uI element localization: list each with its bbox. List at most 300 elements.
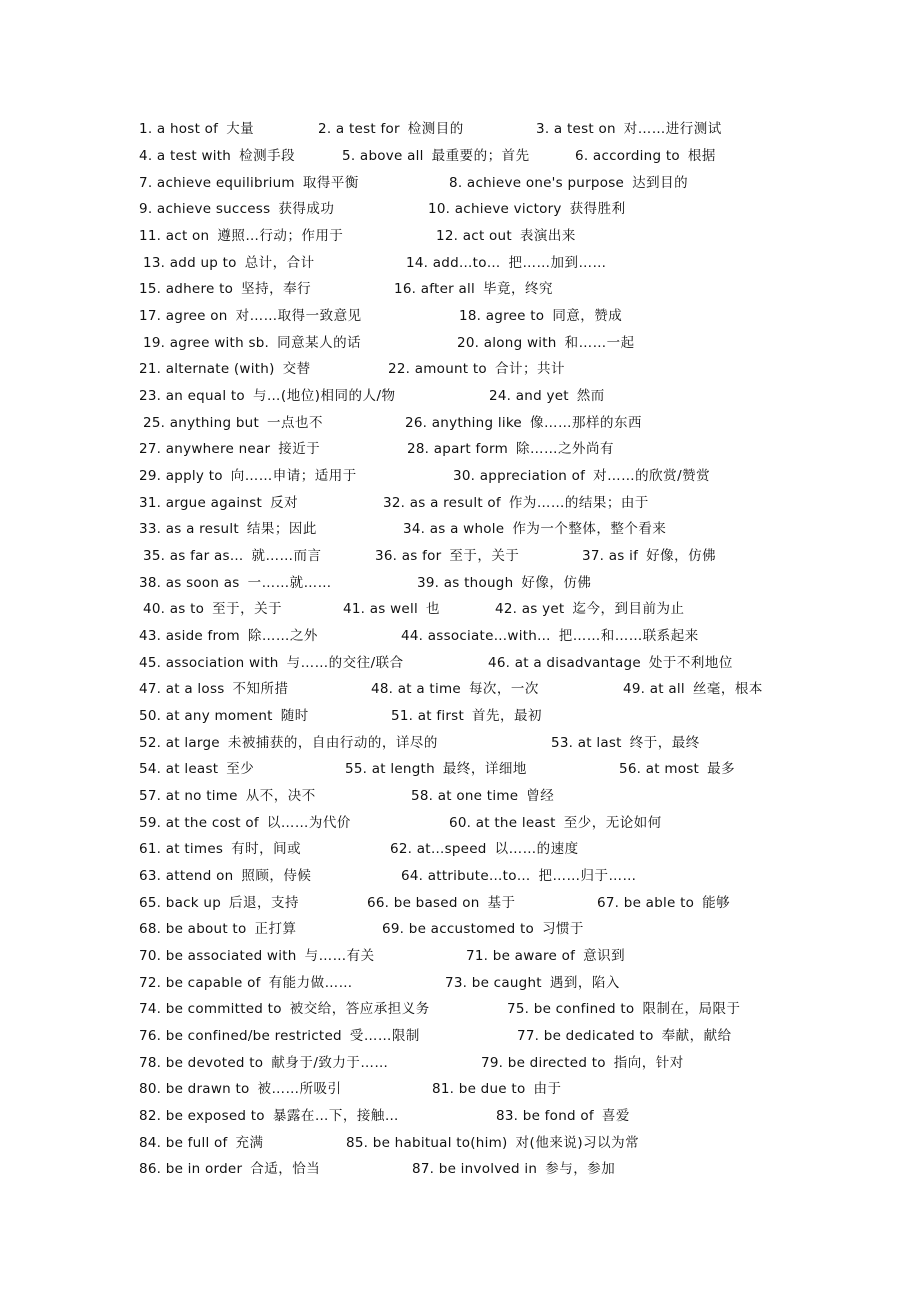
text-line xyxy=(0,493,920,513)
phrase-entry xyxy=(139,679,289,699)
chinese-meaning: 不知所措 xyxy=(232,681,289,697)
english-phrase: 39. as though xyxy=(417,575,514,591)
chinese-meaning: 至少，无论如何 xyxy=(563,815,662,831)
text-line xyxy=(0,439,920,459)
text-line xyxy=(0,359,920,379)
english-phrase: 67. be able to xyxy=(597,895,695,911)
phrase-entry xyxy=(449,173,688,193)
chinese-meaning: 处于不利地位 xyxy=(648,655,733,671)
english-phrase: 22. amount to xyxy=(388,361,487,377)
phrase-entry xyxy=(139,1106,399,1126)
phrase-entry xyxy=(143,546,322,566)
text-line xyxy=(0,866,920,886)
phrase-entry xyxy=(139,946,375,966)
english-phrase: 51. at first xyxy=(391,708,464,724)
chinese-meaning: 也 xyxy=(425,601,440,617)
english-phrase: 49. at all xyxy=(623,681,685,697)
text-line xyxy=(0,279,920,299)
chinese-meaning: 根据 xyxy=(687,148,716,164)
english-phrase: 24. and yet xyxy=(489,388,569,404)
chinese-meaning: 参与，参加 xyxy=(545,1161,616,1177)
chinese-meaning: 反对 xyxy=(270,495,299,511)
phrase-entry xyxy=(139,893,299,913)
chinese-meaning: 充满 xyxy=(235,1135,264,1151)
text-line xyxy=(0,759,920,779)
chinese-meaning: 至于，关于 xyxy=(449,548,520,564)
phrase-entry xyxy=(346,1133,639,1153)
english-phrase: 18. agree to xyxy=(459,308,545,324)
chinese-meaning: 坚持，奉行 xyxy=(241,281,312,297)
english-phrase: 5. above all xyxy=(342,148,424,164)
english-phrase: 25. anything but xyxy=(143,415,260,431)
phrase-entry xyxy=(139,973,353,993)
phrase-entry xyxy=(342,146,530,166)
text-line xyxy=(0,573,920,593)
chinese-meaning: 对……进行测试 xyxy=(623,121,722,137)
phrase-entry xyxy=(139,733,438,753)
phrase-entry xyxy=(139,1053,388,1073)
chinese-meaning: 把……归于…… xyxy=(538,868,637,884)
phrase-entry xyxy=(139,199,334,219)
phrase-entry xyxy=(139,439,320,459)
english-phrase: 1. a host of xyxy=(139,121,219,137)
text-line xyxy=(0,546,920,566)
phrase-entry xyxy=(139,919,296,939)
english-phrase: 56. at most xyxy=(619,761,700,777)
chinese-meaning: 把……和……联系起来 xyxy=(558,628,699,644)
phrase-entry xyxy=(407,439,614,459)
chinese-meaning: 结果；因此 xyxy=(246,521,317,537)
phrase-entry xyxy=(139,146,295,166)
chinese-meaning: 作为……的结果；由于 xyxy=(508,495,649,511)
text-line xyxy=(0,893,920,913)
phrase-entry xyxy=(139,759,254,779)
phrase-entry xyxy=(575,146,716,166)
phrase-entry xyxy=(139,999,430,1019)
english-phrase: 61. at times xyxy=(139,841,224,857)
chinese-meaning: 一……就…… xyxy=(247,575,332,591)
text-line xyxy=(0,599,920,619)
english-phrase: 15. adhere to xyxy=(139,281,234,297)
text-line xyxy=(0,786,920,806)
english-phrase: 9. achieve success xyxy=(139,201,271,217)
phrase-entry xyxy=(623,679,763,699)
phrase-entry xyxy=(139,386,396,406)
phrase-entry xyxy=(375,546,519,566)
chinese-meaning: 意识到 xyxy=(583,948,626,964)
english-phrase: 47. at a loss xyxy=(139,681,225,697)
phrase-entry xyxy=(143,599,282,619)
phrase-entry xyxy=(428,199,626,219)
phrase-entry xyxy=(139,573,332,593)
chinese-meaning: 作为一个整体，整个看来 xyxy=(512,521,667,537)
phrase-entry xyxy=(495,599,684,619)
chinese-meaning: 以……的速度 xyxy=(494,841,579,857)
phrase-entry xyxy=(597,893,730,913)
english-phrase: 77. be dedicated to xyxy=(517,1028,654,1044)
chinese-meaning: 被交给，答应承担义务 xyxy=(289,1001,430,1017)
text-line xyxy=(0,813,920,833)
text-line xyxy=(0,253,920,273)
text-line xyxy=(0,1159,920,1179)
chinese-meaning: 遇到，陷入 xyxy=(549,975,620,991)
chinese-meaning: 与……有关 xyxy=(304,948,375,964)
phrase-entry xyxy=(139,706,309,726)
phrase-entry xyxy=(143,253,315,273)
chinese-meaning: 最多 xyxy=(707,761,736,777)
phrase-entry xyxy=(139,839,301,859)
phrase-entry xyxy=(139,653,404,673)
chinese-meaning: 从不，决不 xyxy=(245,788,316,804)
phrase-entry xyxy=(582,546,716,566)
chinese-meaning: 获得成功 xyxy=(278,201,335,217)
chinese-meaning: 对……取得一致意见 xyxy=(235,308,362,324)
english-phrase: 66. be based on xyxy=(367,895,480,911)
chinese-meaning: 获得胜利 xyxy=(569,201,626,217)
text-line xyxy=(0,1079,920,1099)
phrase-entry xyxy=(412,1159,615,1179)
english-phrase: 23. an equal to xyxy=(139,388,245,404)
phrase-entry xyxy=(371,679,539,699)
english-phrase: 86. be in order xyxy=(139,1161,243,1177)
chinese-meaning: 首先，最初 xyxy=(472,708,542,724)
chinese-meaning: 限制在，局限于 xyxy=(642,1001,741,1017)
chinese-meaning: 由于 xyxy=(533,1081,562,1097)
english-phrase: 79. be directed to xyxy=(481,1055,606,1071)
english-phrase: 2. a test for xyxy=(318,121,400,137)
phrase-entry xyxy=(536,119,722,139)
chinese-meaning: 有能力做…… xyxy=(268,975,353,991)
chinese-meaning: 检测目的 xyxy=(407,121,464,137)
chinese-meaning: 照顾，侍候 xyxy=(241,868,312,884)
phrase-entry xyxy=(488,653,733,673)
text-line xyxy=(0,919,920,939)
text-line xyxy=(0,386,920,406)
english-phrase: 55. at length xyxy=(345,761,435,777)
chinese-meaning: 除……之外 xyxy=(247,628,318,644)
english-phrase: 28. apart form xyxy=(407,441,508,457)
english-phrase: 50. at any moment xyxy=(139,708,273,724)
english-phrase: 27. anywhere near xyxy=(139,441,271,457)
english-phrase: 76. be confined/be restricted xyxy=(139,1028,342,1044)
phrase-entry xyxy=(481,1053,684,1073)
phrase-entry xyxy=(139,466,357,486)
phrase-entry xyxy=(489,386,605,406)
phrase-entry xyxy=(619,759,735,779)
english-phrase: 6. according to xyxy=(575,148,680,164)
english-phrase: 30. appreciation of xyxy=(453,468,586,484)
text-line xyxy=(0,839,920,859)
phrase-entry xyxy=(551,733,700,753)
english-phrase: 68. be about to xyxy=(139,921,247,937)
english-phrase: 82. be exposed to xyxy=(139,1108,265,1124)
phrase-entry xyxy=(139,306,362,326)
chinese-meaning: 毕竟，终究 xyxy=(483,281,554,297)
phrase-entry xyxy=(139,359,311,379)
chinese-meaning: 取得平衡 xyxy=(302,175,359,191)
english-phrase: 78. be devoted to xyxy=(139,1055,264,1071)
phrase-entry xyxy=(507,999,740,1019)
text-line xyxy=(0,333,920,353)
phrase-entry xyxy=(139,1079,342,1099)
chinese-meaning: 至于，关于 xyxy=(212,601,283,617)
chinese-meaning: 对(他来说)习以为常 xyxy=(515,1135,640,1151)
chinese-meaning: 正打算 xyxy=(254,921,297,937)
english-phrase: 80. be drawn to xyxy=(139,1081,250,1097)
chinese-meaning: 暴露在…下，接触… xyxy=(272,1108,399,1124)
chinese-meaning: 指向，针对 xyxy=(613,1055,684,1071)
chinese-meaning: 对……的欣赏/赞赏 xyxy=(593,468,711,484)
english-phrase: 35. as far as… xyxy=(143,548,244,564)
chinese-meaning: 至少 xyxy=(226,761,255,777)
chinese-meaning: 合计；共计 xyxy=(494,361,565,377)
chinese-meaning: 被……所吸引 xyxy=(257,1081,342,1097)
phrase-entry xyxy=(403,519,666,539)
phrase-entry xyxy=(466,946,625,966)
english-phrase: 31. argue against xyxy=(139,495,263,511)
chinese-meaning: 和……一起 xyxy=(564,335,635,351)
english-phrase: 63. attend on xyxy=(139,868,234,884)
chinese-meaning: 基于 xyxy=(487,895,516,911)
phrase-entry xyxy=(436,226,576,246)
text-line xyxy=(0,413,920,433)
english-phrase: 75. be confined to xyxy=(507,1001,635,1017)
english-phrase: 33. as a result xyxy=(139,521,239,537)
english-phrase: 38. as soon as xyxy=(139,575,240,591)
text-line xyxy=(0,519,920,539)
chinese-meaning: 随时 xyxy=(280,708,309,724)
chinese-meaning: 受……限制 xyxy=(349,1028,420,1044)
chinese-meaning: 终于，最终 xyxy=(629,735,700,751)
chinese-meaning: 交替 xyxy=(282,361,311,377)
chinese-meaning: 同意，赞成 xyxy=(552,308,623,324)
english-phrase: 58. at one time xyxy=(411,788,519,804)
phrase-entry xyxy=(367,893,516,913)
chinese-meaning: 遵照…行动；作用于 xyxy=(217,228,344,244)
chinese-meaning: 然而 xyxy=(576,388,605,404)
text-line xyxy=(0,119,920,139)
phrase-entry xyxy=(405,413,642,433)
chinese-meaning: 向……申请；适用于 xyxy=(230,468,357,484)
phrase-entry xyxy=(449,813,662,833)
phrase-entry xyxy=(517,1026,732,1046)
english-phrase: 71. be aware of xyxy=(466,948,576,964)
english-phrase: 45. association with xyxy=(139,655,279,671)
english-phrase: 13. add up to xyxy=(143,255,237,271)
chinese-meaning: 未被捕获的，自由行动的，详尽的 xyxy=(227,735,438,751)
phrase-entry xyxy=(345,759,527,779)
phrase-entry xyxy=(390,839,579,859)
phrase-entry xyxy=(343,599,440,619)
text-line xyxy=(0,1053,920,1073)
english-phrase: 37. as if xyxy=(582,548,639,564)
english-phrase: 4. a test with xyxy=(139,148,232,164)
english-phrase: 64. attribute…to… xyxy=(401,868,531,884)
english-phrase: 60. at the least xyxy=(449,815,556,831)
text-line xyxy=(0,306,920,326)
phrase-entry xyxy=(318,119,464,139)
english-phrase: 84. be full of xyxy=(139,1135,228,1151)
phrase-entry xyxy=(496,1106,630,1126)
phrase-entry xyxy=(411,786,554,806)
chinese-meaning: 检测手段 xyxy=(239,148,296,164)
chinese-meaning: 与……的交往/联合 xyxy=(286,655,404,671)
chinese-meaning: 后退，支持 xyxy=(229,895,300,911)
english-phrase: 59. at the cost of xyxy=(139,815,259,831)
chinese-meaning: 总计，合计 xyxy=(244,255,315,271)
english-phrase: 21. alternate (with) xyxy=(139,361,275,377)
english-phrase: 20. along with xyxy=(457,335,557,351)
phrase-entry xyxy=(457,333,635,353)
english-phrase: 42. as yet xyxy=(495,601,565,617)
english-phrase: 8. achieve one's purpose xyxy=(449,175,625,191)
text-line xyxy=(0,1106,920,1126)
english-phrase: 72. be capable of xyxy=(139,975,261,991)
english-phrase: 16. after all xyxy=(394,281,476,297)
phrase-entry xyxy=(383,493,649,513)
phrase-entry xyxy=(139,173,359,193)
english-phrase: 43. aside from xyxy=(139,628,240,644)
english-phrase: 70. be associated with xyxy=(139,948,297,964)
text-line xyxy=(0,973,920,993)
phrase-entry xyxy=(401,626,699,646)
phrase-entry xyxy=(394,279,553,299)
chinese-meaning: 能够 xyxy=(702,895,731,911)
phrase-entry xyxy=(139,1133,264,1153)
english-phrase: 17. agree on xyxy=(139,308,228,324)
english-phrase: 62. at…speed xyxy=(390,841,487,857)
english-phrase: 7. achieve equilibrium xyxy=(139,175,295,191)
english-phrase: 57. at no time xyxy=(139,788,238,804)
english-phrase: 69. be accustomed to xyxy=(382,921,535,937)
phrase-entry xyxy=(432,1079,561,1099)
english-phrase: 53. at last xyxy=(551,735,622,751)
english-phrase: 14. add…to… xyxy=(406,255,501,271)
text-line xyxy=(0,733,920,753)
chinese-meaning: 大量 xyxy=(226,121,255,137)
english-phrase: 40. as to xyxy=(143,601,205,617)
phrase-entry xyxy=(445,973,620,993)
phrase-entry xyxy=(139,626,318,646)
chinese-meaning: 曾经 xyxy=(526,788,555,804)
text-line xyxy=(0,706,920,726)
chinese-meaning: 与…(地位)相同的人/物 xyxy=(252,388,396,404)
english-phrase: 65. back up xyxy=(139,895,222,911)
text-line xyxy=(0,1133,920,1153)
chinese-meaning: 最重要的；首先 xyxy=(431,148,530,164)
chinese-meaning: 达到目的 xyxy=(632,175,689,191)
english-phrase: 19. agree with sb. xyxy=(143,335,270,351)
text-line xyxy=(0,999,920,1019)
chinese-meaning: 把……加到…… xyxy=(508,255,607,271)
chinese-meaning: 丝毫，根本 xyxy=(692,681,763,697)
english-phrase: 83. be fond of xyxy=(496,1108,594,1124)
text-line xyxy=(0,226,920,246)
chinese-meaning: 同意某人的话 xyxy=(277,335,362,351)
phrase-entry xyxy=(139,226,343,246)
phrase-entry xyxy=(139,786,316,806)
text-line xyxy=(0,679,920,699)
english-phrase: 74. be committed to xyxy=(139,1001,282,1017)
chinese-meaning: 合适，恰当 xyxy=(250,1161,321,1177)
chinese-meaning: 表演出来 xyxy=(519,228,576,244)
english-phrase: 11. act on xyxy=(139,228,210,244)
english-phrase: 46. at a disadvantage xyxy=(488,655,641,671)
phrase-entry xyxy=(139,279,311,299)
english-phrase: 12. act out xyxy=(436,228,512,244)
chinese-meaning: 以……为代价 xyxy=(266,815,351,831)
english-phrase: 52. at large xyxy=(139,735,220,751)
english-phrase: 34. as a whole xyxy=(403,521,505,537)
english-phrase: 10. achieve victory xyxy=(428,201,562,217)
phrase-entry xyxy=(139,813,351,833)
english-phrase: 3. a test on xyxy=(536,121,616,137)
chinese-meaning: 最终，详细地 xyxy=(442,761,527,777)
phrase-entry xyxy=(143,333,361,353)
phrase-entry xyxy=(453,466,710,486)
text-line xyxy=(0,1026,920,1046)
english-phrase: 41. as well xyxy=(343,601,418,617)
text-line xyxy=(0,653,920,673)
english-phrase: 36. as for xyxy=(375,548,442,564)
phrase-entry xyxy=(143,413,323,433)
text-line xyxy=(0,146,920,166)
text-line xyxy=(0,173,920,193)
text-line xyxy=(0,466,920,486)
english-phrase: 32. as a result of xyxy=(383,495,501,511)
phrase-entry xyxy=(382,919,584,939)
english-phrase: 81. be due to xyxy=(432,1081,526,1097)
english-phrase: 44. associate…with… xyxy=(401,628,551,644)
phrase-entry xyxy=(139,1159,320,1179)
english-phrase: 54. at least xyxy=(139,761,219,777)
chinese-meaning: 迄今，到目前为止 xyxy=(572,601,685,617)
chinese-meaning: 好像，仿佛 xyxy=(646,548,717,564)
chinese-meaning: 喜爱 xyxy=(601,1108,630,1124)
phrase-entry xyxy=(406,253,606,273)
phrase-entry xyxy=(388,359,565,379)
phrase-entry xyxy=(139,519,317,539)
english-phrase: 48. at a time xyxy=(371,681,461,697)
phrase-entry xyxy=(417,573,591,593)
chinese-meaning: 除……之外尚有 xyxy=(516,441,614,457)
english-phrase: 85. be habitual to(him) xyxy=(346,1135,508,1151)
text-line xyxy=(0,199,920,219)
phrase-entry xyxy=(401,866,636,886)
chinese-meaning: 像……那样的东西 xyxy=(530,415,642,431)
chinese-meaning: 一点也不 xyxy=(267,415,324,431)
phrase-entry xyxy=(139,119,254,139)
chinese-meaning: 每次，一次 xyxy=(468,681,539,697)
chinese-meaning: 习惯于 xyxy=(542,921,585,937)
english-phrase: 73. be caught xyxy=(445,975,542,991)
english-phrase: 29. apply to xyxy=(139,468,223,484)
phrase-entry xyxy=(391,706,542,726)
phrase-entry xyxy=(139,866,311,886)
text-line xyxy=(0,626,920,646)
text-line xyxy=(0,946,920,966)
chinese-meaning: 有时，间或 xyxy=(231,841,302,857)
chinese-meaning: 奉献，献给 xyxy=(661,1028,732,1044)
phrase-entry xyxy=(459,306,622,326)
chinese-meaning: 就……而言 xyxy=(251,548,322,564)
phrase-entry xyxy=(139,493,298,513)
chinese-meaning: 接近于 xyxy=(278,441,321,457)
phrase-entry xyxy=(139,1026,420,1046)
english-phrase: 26. anything like xyxy=(405,415,522,431)
english-phrase: 87. be involved in xyxy=(412,1161,538,1177)
chinese-meaning: 献身于/致力于…… xyxy=(271,1055,389,1071)
